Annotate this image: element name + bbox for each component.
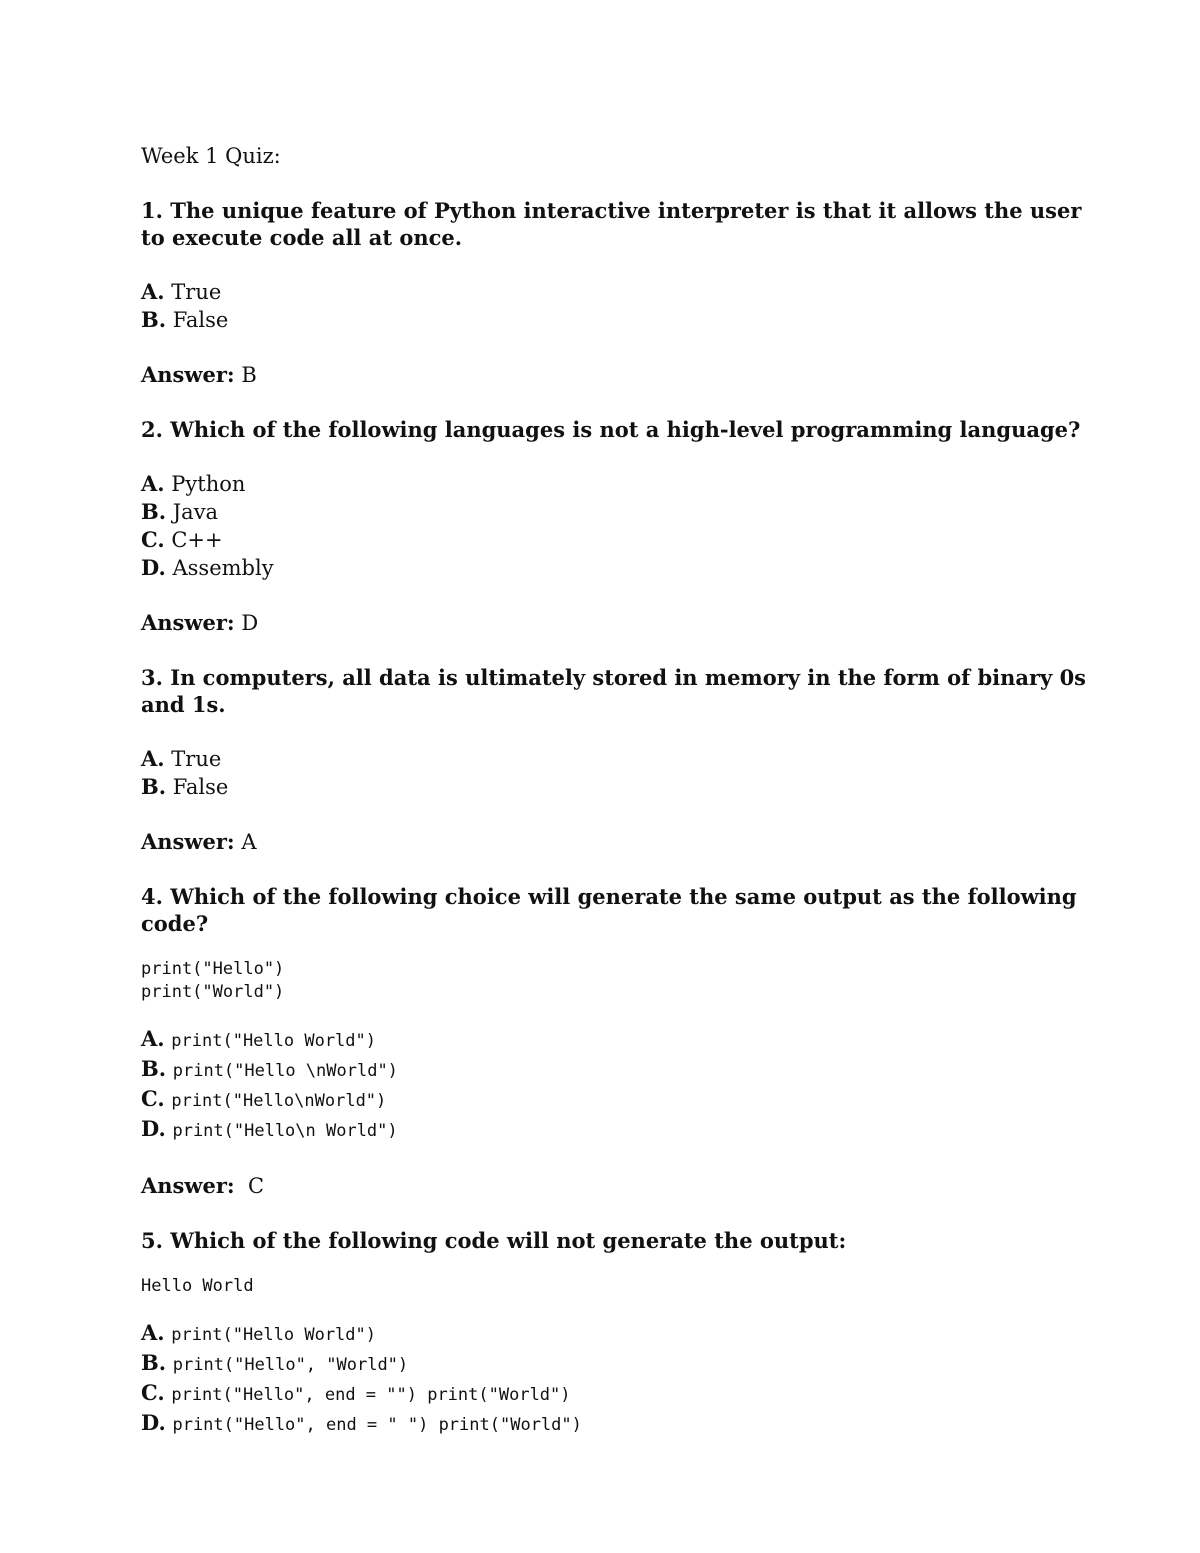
answer-2 — [141, 609, 1101, 637]
option-text: Python — [171, 472, 246, 496]
question-number: 5. — [141, 1228, 163, 1253]
question-number: 1. — [141, 198, 163, 223]
option-b — [141, 1349, 1101, 1379]
option-letter: A. — [141, 1320, 165, 1345]
option-letter: A. — [141, 279, 165, 304]
question-number: 3. — [141, 665, 163, 690]
option-code: print("Hello", end = " ") print("World") — [172, 1415, 582, 1435]
option-code: print("Hello\nWorld") — [171, 1091, 387, 1111]
option-b — [141, 306, 1101, 334]
option-letter: D. — [141, 1410, 166, 1435]
question-text: The unique feature of Python interactive interpreter is that it allows the user to execute code all at once. — [141, 198, 1082, 250]
question-1 — [141, 197, 1101, 251]
option-b — [141, 1055, 1101, 1085]
question-3 — [141, 664, 1101, 718]
option-a — [141, 470, 1101, 498]
answer-4 — [141, 1172, 1101, 1200]
option-letter: B. — [141, 307, 167, 332]
option-text: Assembly — [172, 556, 274, 580]
question-text: Which of the following code will not generate the output: — [170, 1228, 847, 1253]
option-letter: C. — [141, 1086, 165, 1111]
question-2 — [141, 416, 1101, 443]
option-b — [141, 773, 1101, 801]
question-5 — [141, 1227, 1101, 1254]
answer-label: Answer: — [141, 610, 235, 635]
option-a — [141, 278, 1101, 306]
option-code: print("Hello\n World") — [172, 1121, 398, 1141]
option-text: Java — [172, 500, 219, 524]
quiz-title: Week 1 Quiz: — [141, 144, 281, 168]
option-b — [141, 498, 1101, 526]
option-letter: D. — [141, 555, 166, 580]
quiz-document — [141, 143, 1101, 1439]
answer-value: D — [241, 611, 259, 635]
option-d — [141, 1409, 1101, 1439]
option-text: False — [172, 775, 229, 799]
option-letter: B. — [141, 1056, 167, 1081]
answer-label: Answer: — [141, 1173, 235, 1198]
option-c — [141, 1379, 1101, 1409]
option-letter: B. — [141, 774, 167, 799]
question-text: In computers, all data is ultimately stored in memory in the form of binary 0s and 1s. — [141, 665, 1087, 717]
answer-3 — [141, 828, 1101, 856]
option-letter: C. — [141, 527, 165, 552]
question-text: Which of the following choice will generate the same output as the following code? — [141, 884, 1077, 936]
answer-1 — [141, 361, 1101, 389]
option-letter: B. — [141, 499, 167, 524]
option-a — [141, 1025, 1101, 1055]
option-code: print("Hello", end = "") print("World") — [171, 1385, 571, 1405]
question-text: Which of the following languages is not a high-level programming language? — [170, 417, 1081, 442]
option-a — [141, 745, 1101, 773]
code-snippet-line: print("World") — [141, 982, 285, 1002]
answer-label: Answer: — [141, 362, 235, 387]
option-c — [141, 526, 1101, 554]
expected-output: Hello World — [141, 1276, 254, 1296]
code-snippet-line: print("Hello") — [141, 959, 285, 979]
question-number: 4. — [141, 884, 163, 909]
option-code: print("Hello World") — [171, 1031, 376, 1051]
option-d — [141, 1115, 1101, 1145]
option-code: print("Hello World") — [171, 1325, 376, 1345]
option-d — [141, 554, 1101, 582]
option-text: False — [172, 308, 229, 332]
question-4 — [141, 883, 1101, 937]
option-c — [141, 1085, 1101, 1115]
option-text: True — [171, 280, 222, 304]
question-number: 2. — [141, 417, 163, 442]
option-letter: A. — [141, 1026, 165, 1051]
option-letter: A. — [141, 746, 165, 771]
answer-value: A — [241, 830, 257, 854]
option-letter: A. — [141, 471, 165, 496]
option-letter: B. — [141, 1350, 167, 1375]
answer-label: Answer: — [141, 829, 235, 854]
option-text: C++ — [171, 528, 223, 552]
answer-value: C — [241, 1174, 265, 1198]
option-code: print("Hello \nWorld") — [172, 1061, 398, 1081]
option-a — [141, 1319, 1101, 1349]
option-code: print("Hello", "World") — [172, 1355, 409, 1375]
option-letter: C. — [141, 1380, 165, 1405]
option-letter: D. — [141, 1116, 166, 1141]
option-text: True — [171, 747, 222, 771]
answer-value: B — [241, 363, 257, 387]
